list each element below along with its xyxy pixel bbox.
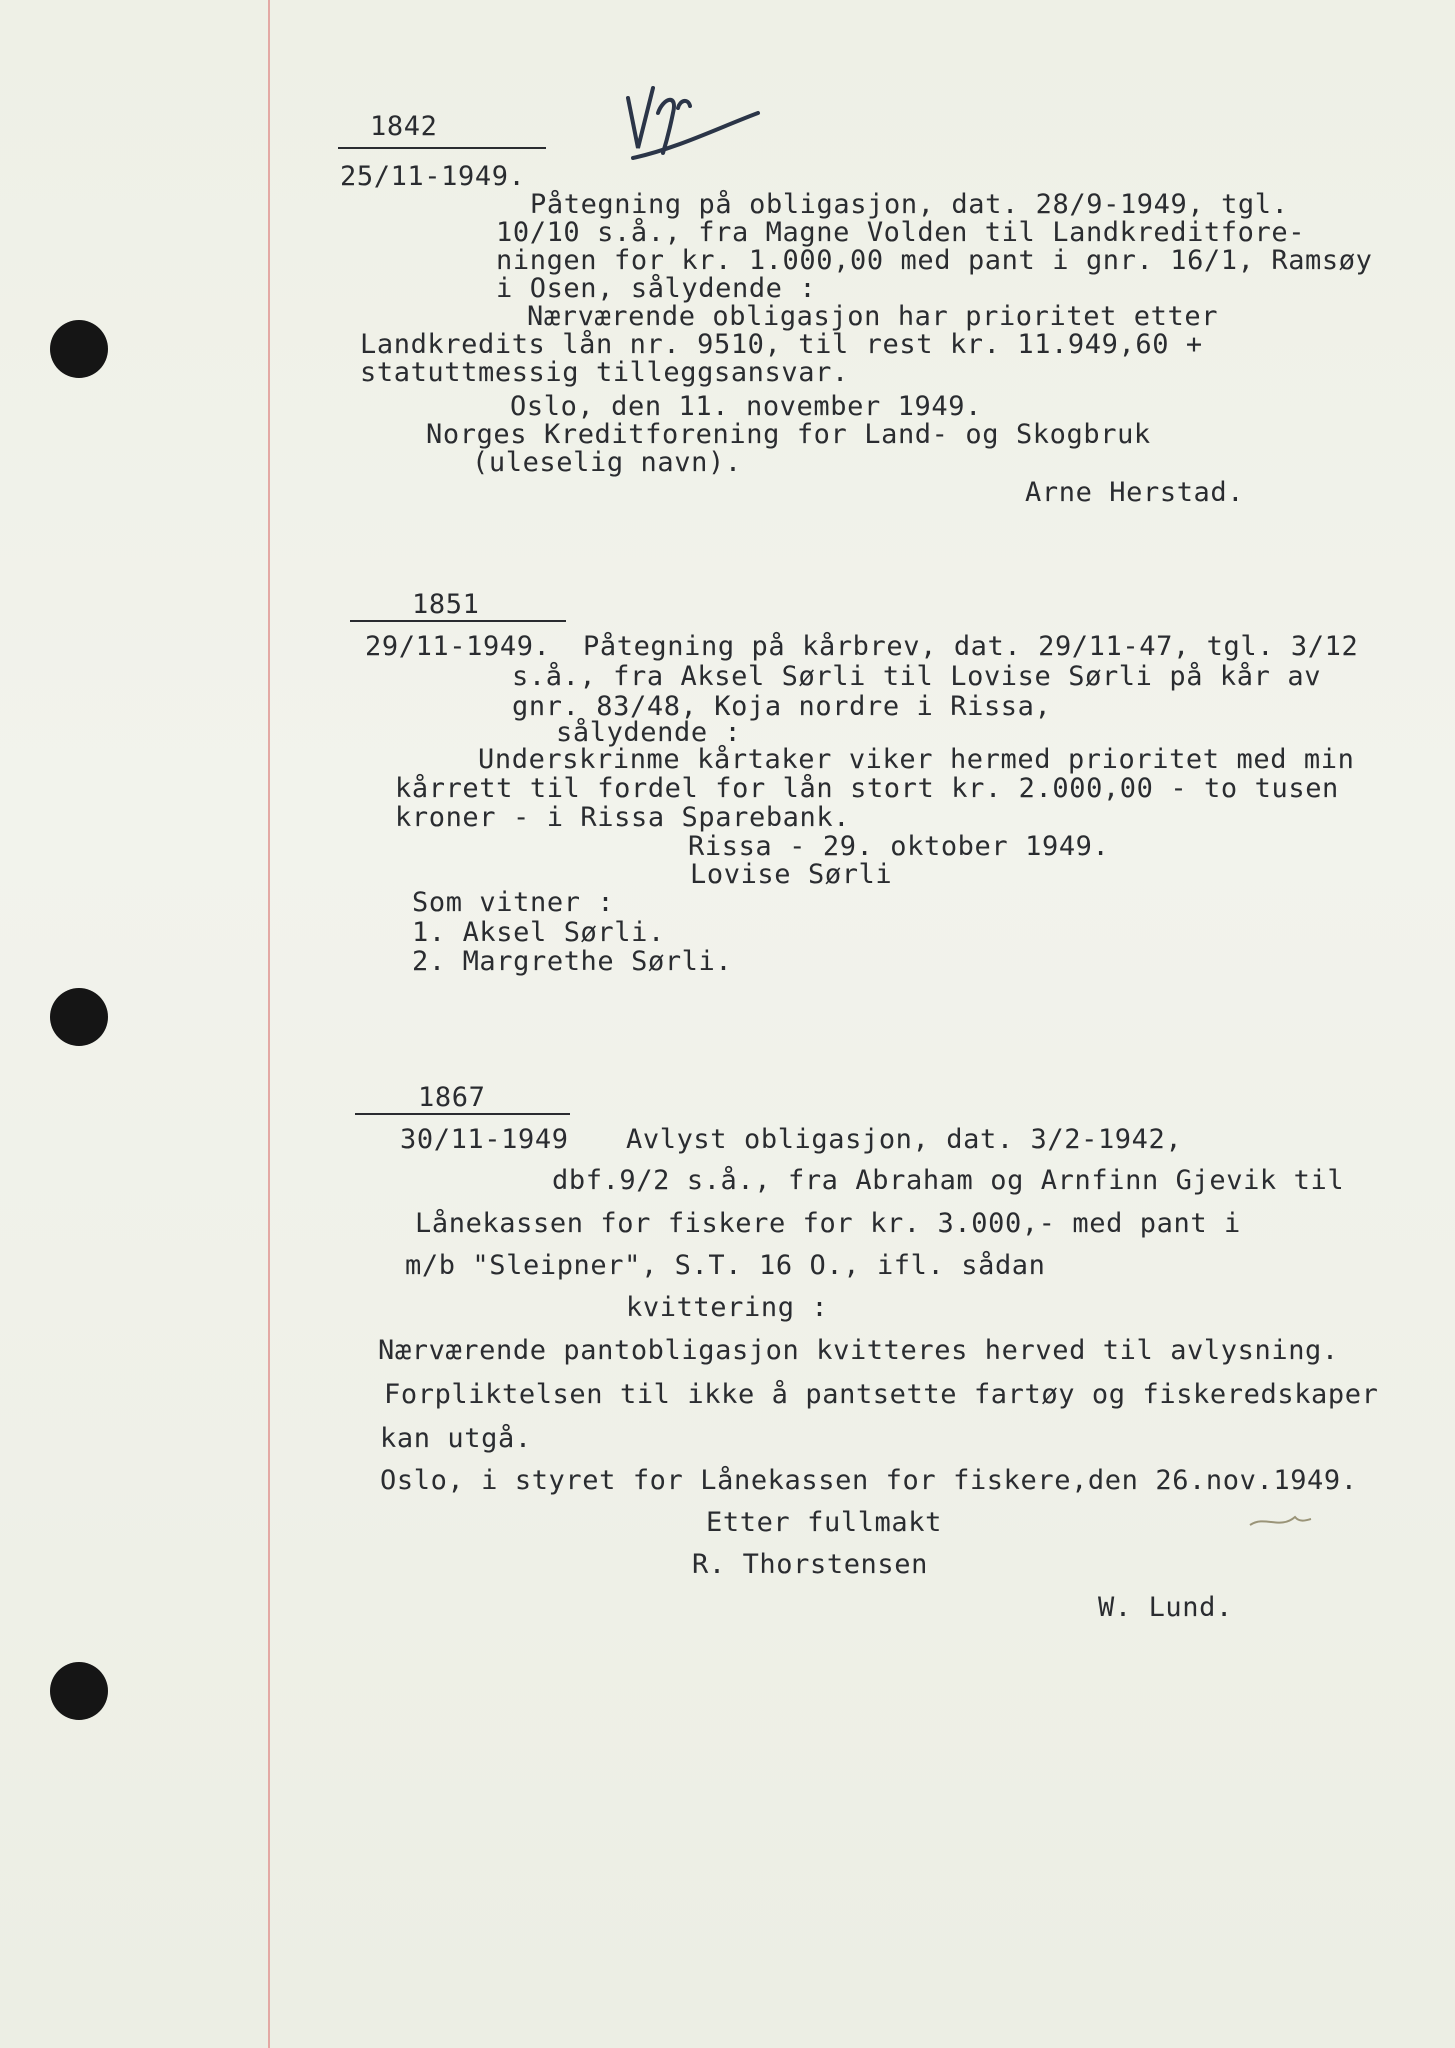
entry-text-line: sålydende :: [556, 717, 742, 748]
entry-number: 1842: [370, 111, 438, 142]
entry-text-line: i Osen, sålydende :: [496, 273, 817, 304]
entry-text-line: (uleselig navn).: [472, 447, 742, 478]
entry-text-line: kan utgå.: [380, 1423, 532, 1454]
entry-text-line: Oslo, den 11. november 1949.: [510, 391, 982, 422]
entry-text-line: Påtegning på kårbrev, dat. 29/11-47, tgl. 3/12: [583, 631, 1359, 662]
entry-text-line: Nærværende pantobligasjon kvitteres herved til avlysning.: [378, 1335, 1339, 1366]
entry-date: 25/11-1949.: [340, 161, 526, 192]
entry-signature: Lovise Sørli: [690, 859, 893, 890]
entry-text-line: Som vitner :: [412, 887, 615, 918]
entry-text-line: Etter fullmakt: [706, 1507, 942, 1538]
number-underline: [350, 620, 566, 622]
entry-text-line: ningen for kr. 1.000,00 med pant i gnr. 16/1, Ramsøy: [496, 245, 1373, 276]
entry-text-line: Rissa - 29. oktober 1949.: [688, 831, 1110, 862]
punch-hole: [50, 1662, 108, 1720]
entry-text-line: m/b "Sleipner", S.T. 16 O., ifl. sådan: [405, 1250, 1046, 1281]
entry-text-line: Norges Kreditforening for Land- og Skogbruk: [426, 419, 1151, 450]
entry-signature: Arne Herstad.: [1025, 477, 1245, 508]
entry-text-line: gnr. 83/48, Koja nordre i Rissa,: [512, 691, 1052, 722]
punch-hole: [50, 320, 108, 378]
entry-text-line: R. Thorstensen: [692, 1549, 928, 1580]
entry-text-line: 1. Aksel Sørli.: [412, 917, 665, 948]
entry-text-line: Nærværende obligasjon har prioritet etter: [527, 301, 1219, 332]
handwritten-initials-mark: [618, 58, 768, 168]
entry-text-line: 2. Margrethe Sørli.: [412, 946, 733, 977]
number-underline: [355, 1113, 570, 1115]
number-underline: [338, 147, 546, 149]
entry-date: 29/11-1949.: [365, 631, 551, 662]
entry-text-line: Påtegning på obligasjon, dat. 28/9-1949, tgl.: [530, 189, 1289, 220]
entry-text-line: Avlyst obligasjon, dat. 3/2-1942,: [626, 1124, 1183, 1155]
entry-text-line: Underskrinme kårtaker viker hermed prioritet med min: [478, 744, 1355, 775]
entry-text-line: Landkredits lån nr. 9510, til rest kr. 11.949,60 +: [360, 329, 1203, 360]
entry-text-line: dbf.9/2 s.å., fra Abraham og Arnfinn Gjevik til: [552, 1165, 1345, 1196]
entry-date: 30/11-1949: [400, 1124, 569, 1155]
margin-rule: [268, 0, 270, 2048]
entry-number: 1867: [418, 1082, 486, 1113]
punch-hole: [50, 988, 108, 1046]
entry-text-line: s.å., fra Aksel Sørli til Lovise Sørli på kår av: [512, 661, 1322, 692]
pencil-tick-mark: [1245, 1505, 1315, 1540]
entry-text-line: Lånekassen for fiskere for kr. 3.000,- med pant i: [415, 1208, 1241, 1239]
entry-text-line: Forpliktelsen til ikke å pantsette fartøy og fiskeredskaper: [384, 1379, 1379, 1410]
entry-text-line: Oslo, i styret for Lånekassen for fiskere,den 26.nov.1949.: [380, 1465, 1358, 1496]
entry-number: 1851: [412, 589, 480, 620]
entry-text-line: kroner - i Rissa Sparebank.: [395, 802, 851, 833]
entry-text-line: 10/10 s.å., fra Magne Volden til Landkreditfore-: [496, 217, 1306, 248]
entry-text-line: kvittering :: [626, 1292, 829, 1323]
entry-signature: W. Lund.: [1098, 1592, 1233, 1623]
entry-text-line: statuttmessig tilleggsansvar.: [360, 357, 849, 388]
entry-text-line: kårrett til fordel for lån stort kr. 2.000,00 - to tusen: [395, 773, 1339, 804]
